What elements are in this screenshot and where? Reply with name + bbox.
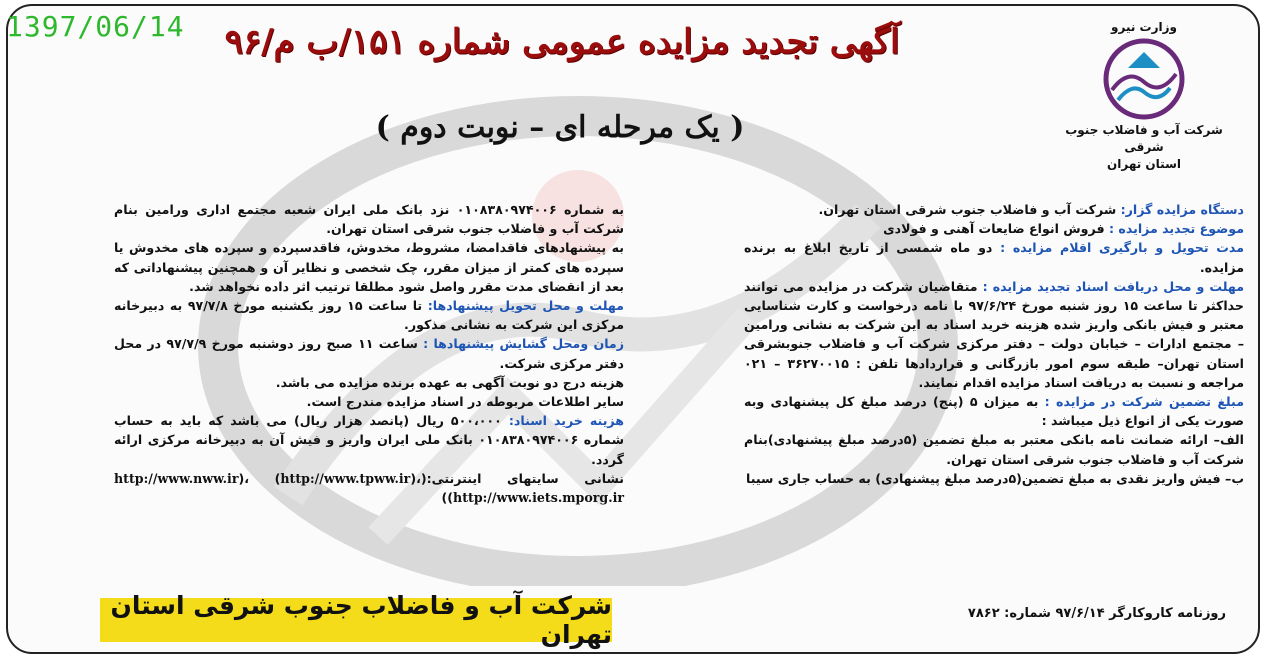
paragraph-text: ۵۰۰،۰۰۰ ریال (پانصد هزار ریال) می باشد که باید به حساب شماره ۰۱۰۸۳۸۰۹۷۴۰۰۶ بانک ملی ایران واریز و فیش آن به دبیرخانه مرکزی ارائه گردد.: [114, 413, 624, 467]
paragraph-text: الف– ارائه ضمانت نامه بانکی معتبر به مبلغ تضمین (۵درصد مبلغ پیشنهادی)بنام شرکت آب و فاضلاب جنوب شرقی استان تهران.: [744, 432, 1244, 467]
company-banner-text: شرکت آب و فاضلاب جنوب شرقی استان تهران: [110, 591, 612, 649]
paragraph-text: به شماره ۰۱۰۸۳۸۰۹۷۴۰۰۶ نزد بانک ملی ایران شعبه مجتمع اداری ورامین بنام شرکت آب و فاضلاب جنوب شرقی استان تهران.: [114, 202, 624, 237]
paragraph-text: دو ماه شمسی از تاریخ ابلاغ به برنده مزایده.: [744, 240, 1244, 275]
paragraph-text: سایر اطلاعات مربوطه در اسناد مزایده مندرج است.: [306, 394, 624, 410]
date-stamp: 1397/06/14: [6, 10, 185, 43]
paragraph-label: مهلت و محل دریافت اسناد تجدید مزایده :: [982, 278, 1244, 294]
paragraph-label: دستگاه مزایده گزار:: [1120, 202, 1244, 217]
website-link[interactable]: http://www.tpww.ir: [280, 470, 411, 486]
paragraph-text: متقاضیان شرکت در مزایده می توانند حداکثر تا ساعت ۱۵ روز شنبه مورخ ۹۷/۶/۲۴ با نامه درخواست و کارت شناسایی معتبر و فیش بانکی واریز شده هزینه خرید اسناد به این شرکت به نشانی ورامین – مجتمع ادارات – خیابان دولت – دفتر مرکزی شرکت آب و فاضلاب جنوبشرقی استان تهران– طبقه سوم امور بازرگانی و قراردادها تلفن : ۳۶۲۷۰۰۱۵ – ۰۲۱ مراجعه و نسبت به دریافت اسناد مزایده اقدام نمایند.: [744, 278, 1244, 390]
paragraph: [744, 277, 1244, 392]
paragraph-text: ب– فیش واریز نقدی به مبلغ تضمین(۵درصد مبلغ پیشنهادی) به حساب جاری سیبا: [746, 470, 1244, 486]
company-name-line1: شرکت آب و فاضلاب جنوب شرقی: [1065, 123, 1223, 154]
paragraph: [744, 219, 1244, 238]
paragraph: [114, 200, 624, 238]
paragraph-label: مدت تحویل و بارگیری اقلام مزایده :: [1000, 240, 1244, 256]
company-logo-block: [1064, 20, 1224, 173]
ministry-label: وزارت نیرو: [1111, 20, 1177, 34]
paragraph: [744, 238, 1244, 276]
water-utility-logo-icon: [1098, 38, 1190, 120]
paragraph-text: شرکت آب و فاضلاب جنوب شرقی استان تهران.: [818, 202, 1121, 217]
notice-subtitle: ( یک مرحله ای – نوبت دوم ): [375, 110, 745, 145]
paragraph: [114, 296, 624, 334]
websites-paragraph: نشانی سایتهای اینترنتی:(http://www.nww.ir)، (http://www.tpww.ir)، (http://www.iets.mporg.ir): [114, 470, 624, 506]
paragraph-label: مهلت و محل تحویل پیشنهادها:: [427, 298, 624, 314]
paragraph-label: مبلغ تضمین شرکت در مزایده :: [1044, 394, 1244, 410]
paragraph: [744, 469, 1244, 488]
paragraph-text: به میزان ۵ (پنج) درصد مبلغ کل پیشنهادی وبه صورت یکی از انواع ذیل میباشد :: [744, 394, 1244, 429]
paragraph-text: فروش انواع ضایعات آهنی و فولادی: [883, 221, 1109, 237]
paragraph-label: زمان ومحل گشایش پیشنهادها :: [423, 336, 624, 352]
paragraph: [114, 392, 624, 411]
paragraph: [114, 373, 624, 392]
paragraph: [744, 430, 1244, 468]
websites-intro: نشانی سایتهای اینترنتی:(: [420, 470, 624, 486]
paragraph-text: هزینه درج دو نوبت آگهی به عهده برنده مزایده می باشد.: [275, 374, 624, 390]
paragraph: [744, 200, 1244, 219]
paragraph-label: هزینه خرید اسناد:: [508, 413, 624, 429]
website-link[interactable]: http://www.nww.ir: [114, 470, 239, 486]
paragraph-label: موضوع تجدید مزایده :: [1108, 221, 1244, 237]
paragraph: [114, 411, 624, 469]
left-column: [114, 200, 624, 507]
paragraph: [114, 334, 624, 372]
company-banner: [100, 591, 612, 649]
notice-title: آگهی تجدید مزایده عمومی شماره ۱۵۱/ب م/۹۶: [224, 22, 900, 62]
website-link[interactable]: http://www.iets.mporg.ir: [453, 490, 624, 506]
paragraph: [114, 238, 624, 296]
right-column: [744, 200, 1244, 488]
paragraph-text: به پیشنهادهای فاقدامضا، مشروط، مخدوش، فاقدسپرده و سپرده های مخدوش یا سپرده های کمتر از میزان مقرر، چک شخصی و نظایر آن و همچنین پیشنهاداتی که بعد از انقضای مدت مقرر واصل شود مطلقا ترتیب اثر داده نخواهد شد.: [114, 240, 624, 294]
newspaper-info: روزنامه کاروکارگر ۹۷/۶/۱۴ شماره: ۷۸۶۲: [967, 606, 1226, 621]
paragraph-text: ساعت ۱۱ صبح روز دوشنبه مورخ ۹۷/۷/۹ در محل دفتر مرکزی شرکت.: [114, 336, 624, 371]
paragraph-text: تا ساعت ۱۵ روز یکشنبه مورخ ۹۷/۷/۸ به دبیرخانه مرکزی این شرکت به نشانی مذکور.: [114, 298, 624, 333]
paragraph: [744, 392, 1244, 430]
company-name-line2: استان تهران: [1107, 157, 1181, 171]
